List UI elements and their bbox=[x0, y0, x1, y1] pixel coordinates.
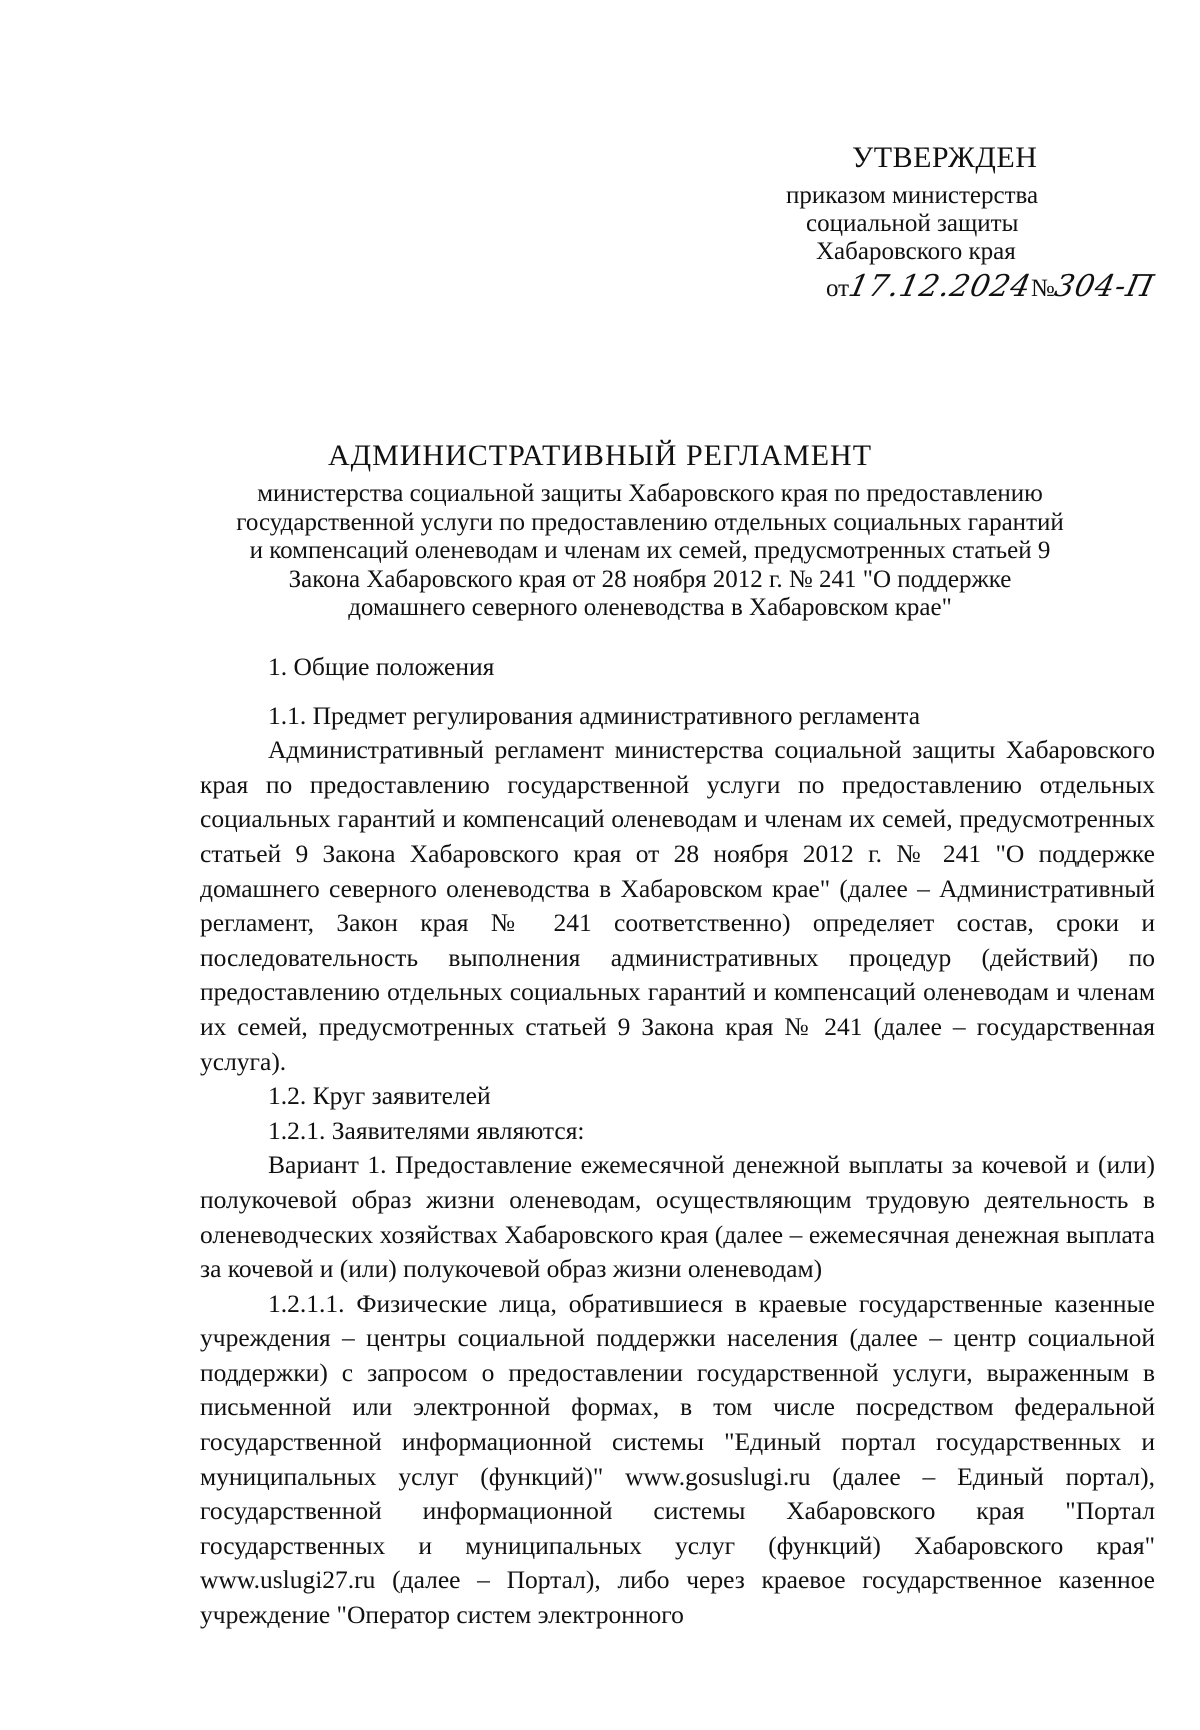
approval-date-line bbox=[786, 268, 1158, 308]
approval-title: УТВЕРЖДЕН bbox=[852, 141, 1038, 174]
paragraph-text: Административный регламент министерства социальной защиты Хабаровского края по предоставлению государственной услуги по предоставлению отдельных социальных гарантий и компенсаций оленеводам и членам их семей, предусмотренных статьей 9 Закона Хабаровского края от 28 ноября 2012 г. № 241 "О поддержке домашнего северного оленеводства в Хабаровском крае" (далее – Административный регламент, Закон края № 241 соответственно) определяет состав, сроки и последовательность выполнения административных процедур (действий) по предоставлению отдельных социальных гарантий и компенсаций оленеводам и членам их семей, предусмотренных статьей 9 Закона края № 241 (далее – государственная услуга). bbox=[200, 735, 1155, 1076]
document-body bbox=[200, 650, 1155, 1633]
subsection-heading: 1.2.1. Заявителями являются: bbox=[268, 1115, 585, 1145]
paragraph bbox=[200, 1148, 1155, 1286]
date-prefix: от bbox=[826, 275, 850, 302]
approval-line-2: социальной защиты bbox=[806, 210, 1019, 237]
subtitle-line: государственной услуги по предоставлению отдельных социальных гарантий bbox=[236, 508, 1064, 536]
subsection-heading: 1.2. Круг заявителей bbox=[268, 1081, 491, 1111]
handwritten-date: 17.12.2024 bbox=[845, 269, 1035, 304]
paragraph bbox=[200, 1287, 1155, 1633]
handwritten-number: 304-П bbox=[1051, 269, 1158, 304]
paragraph-text: Вариант 1. Предоставление ежемесячной денежной выплаты за кочевой и (или) полукочевой образ жизни оленеводам, осуществляющим трудовую деятельность в оленеводческих хозяйствах Хабаровского края (далее – ежемесячная денежная выплата за кочевой и (или) полукочевой образ жизни оленеводам) bbox=[200, 1150, 1155, 1284]
section-heading: 1. Общие положения bbox=[268, 652, 495, 681]
approval-block bbox=[786, 140, 1158, 308]
paragraph bbox=[200, 733, 1155, 1079]
subsection-heading: 1.1. Предмет регулирования административного регламента bbox=[268, 700, 921, 730]
number-sign: № bbox=[1030, 275, 1055, 302]
subtitle-line: Закона Хабаровского края от 28 ноября 2012 г. № 241 "О поддержке bbox=[288, 565, 1012, 593]
document-subtitle bbox=[160, 480, 1140, 623]
paragraph-text: 1.2.1.1. Физические лица, обратившиеся в краевые государственные казенные учреждения – центры социальной поддержки населения (далее – центр социальной поддержки) с запросом о предоставлении государственной услуги, выраженным в письменной или электронной формах, в том числе посредством федеральной государственной информационной системы "Единый портал государственных и муниципальных услуг (функций)" www.gosuslugi.ru (далее – Единый портал), государственной информационной системы Хабаровского края "Портал государственных и муниципальных услуг (функций) Хабаровского края" www.uslugi27.ru (далее – Портал), либо через краевое государственное казенное учреждение "Оператор систем электронного bbox=[200, 1288, 1155, 1630]
document-title: АДМИНИСТРАТИВНЫЙ РЕГЛАМЕНТ bbox=[327, 439, 873, 472]
approval-line-1: приказом министерства bbox=[786, 182, 1039, 209]
subtitle-line: и компенсаций оленеводам и членам их семей, предусмотренных статьей 9 bbox=[249, 537, 1051, 564]
approval-line-3: Хабаровского края bbox=[816, 238, 1016, 265]
subtitle-line: домашнего северного оленеводства в Хабаровском крае" bbox=[348, 594, 952, 621]
subtitle-line: министерства социальной защиты Хабаровского края по предоставлению bbox=[257, 480, 1043, 507]
